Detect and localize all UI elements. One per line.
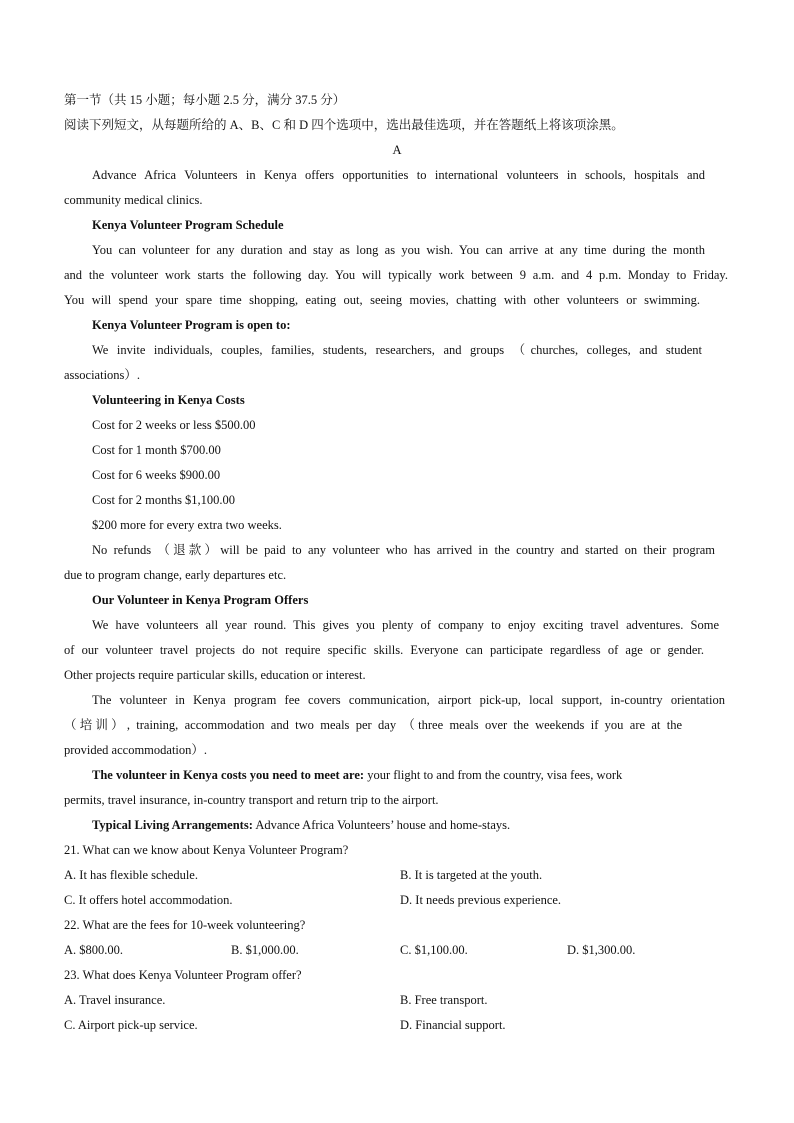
- section-heading: 第一节（共 15 小题；每小题 2.5 分，满分 37.5 分）: [64, 93, 346, 107]
- option-d[interactable]: D. $1,300.00.: [567, 943, 636, 957]
- open-to-line: We invite individuals, couples, families, students, researchers, and groups （churches, colleges, and student: [92, 343, 702, 357]
- option-a[interactable]: A. It has flexible schedule.: [64, 868, 198, 882]
- intro-line: Advance Africa Volunteers in Kenya offers opportunities to international volunteers in schools, hospitals and: [92, 168, 705, 182]
- costs-meet-line: permits, travel insurance, in-country transport and return trip to the airport.: [64, 793, 439, 807]
- cost-item: Cost for 2 months $1,100.00: [92, 493, 236, 507]
- living-text: Advance Africa Volunteers’ house and home-stays.: [255, 818, 511, 832]
- costs-meet-line: [92, 767, 622, 783]
- option-b[interactable]: B. $1,000.00.: [231, 943, 299, 957]
- refunds-line: No refunds （退款）will be paid to any volunteer who has arrived in the country and started on their program: [92, 543, 715, 557]
- schedule-line: You will spend your spare time shopping, eating out, seeing movies, chatting with other volunteers or swimming.: [64, 293, 700, 307]
- open-to-heading: Kenya Volunteer Program is open to:: [92, 318, 291, 332]
- costs-meet-text: your flight to and from the country, visa fees, work: [367, 768, 623, 782]
- option-c[interactable]: C. $1,100.00.: [400, 943, 468, 957]
- option-d[interactable]: D. It needs previous experience.: [400, 893, 562, 907]
- offers-line: We have volunteers all year round. This gives you plenty of company to enjoy exciting travel adventures. Some: [92, 618, 719, 632]
- offers-heading: Our Volunteer in Kenya Program Offers: [92, 593, 309, 607]
- cost-item: Cost for 2 weeks or less $500.00: [92, 418, 256, 432]
- question-stem: 23. What does Kenya Volunteer Program offer?: [64, 968, 302, 982]
- intro-line: community medical clinics.: [64, 193, 203, 207]
- option-c[interactable]: C. It offers hotel accommodation.: [64, 893, 233, 907]
- schedule-heading: Kenya Volunteer Program Schedule: [92, 218, 284, 232]
- costs-heading: Volunteering in Kenya Costs: [92, 393, 245, 407]
- fee-covers-line: （培训）, training, accommodation and two meals per day （three meals over the weekends if you are at the: [64, 718, 682, 732]
- option-d[interactable]: D. Financial support.: [400, 1018, 506, 1032]
- cost-item: Cost for 1 month $700.00: [92, 443, 221, 457]
- costs-meet-label: The volunteer in Kenya costs you need to meet are:: [92, 768, 365, 782]
- open-to-line: associations）.: [64, 368, 141, 382]
- fee-covers-line: provided accommodation）.: [64, 743, 208, 757]
- option-c[interactable]: C. Airport pick-up service.: [64, 1018, 198, 1032]
- cost-item: $200 more for every extra two weeks.: [92, 518, 282, 532]
- option-a[interactable]: A. Travel insurance.: [64, 993, 166, 1007]
- question-stem: 21. What can we know about Kenya Volunteer Program?: [64, 843, 349, 857]
- offers-line: Other projects require particular skills, education or interest.: [64, 668, 366, 682]
- option-b[interactable]: B. It is targeted at the youth.: [400, 868, 543, 882]
- instructions: 阅读下列短文，从每题所给的 A、B、C 和 D 四个选项中，选出最佳选项，并在答题纸上将该项涂黑。: [64, 118, 624, 132]
- question-stem: 22. What are the fees for 10-week volunteering?: [64, 918, 306, 932]
- passage-label: A: [392, 143, 402, 157]
- offers-line: of our volunteer travel projects do not require specific skills. Everyone can participate regardless of age or gender.: [64, 643, 704, 657]
- schedule-line: You can volunteer for any duration and stay as long as you wish. You can arrive at any time during the month: [92, 243, 705, 257]
- fee-covers-line: The volunteer in Kenya program fee covers communication, airport pick-up, local support, in-country orientation: [92, 693, 725, 707]
- living-arrangements: [92, 817, 510, 833]
- refunds-line: due to program change, early departures etc.: [64, 568, 287, 582]
- schedule-line: and the volunteer work starts the following day. You will typically work between 9 a.m. and 4 p.m. Monday to Friday.: [64, 268, 728, 282]
- living-label: Typical Living Arrangements:: [92, 818, 253, 832]
- option-a[interactable]: A. $800.00.: [64, 943, 124, 957]
- cost-item: Cost for 6 weeks $900.00: [92, 468, 221, 482]
- option-b[interactable]: B. Free transport.: [400, 993, 488, 1007]
